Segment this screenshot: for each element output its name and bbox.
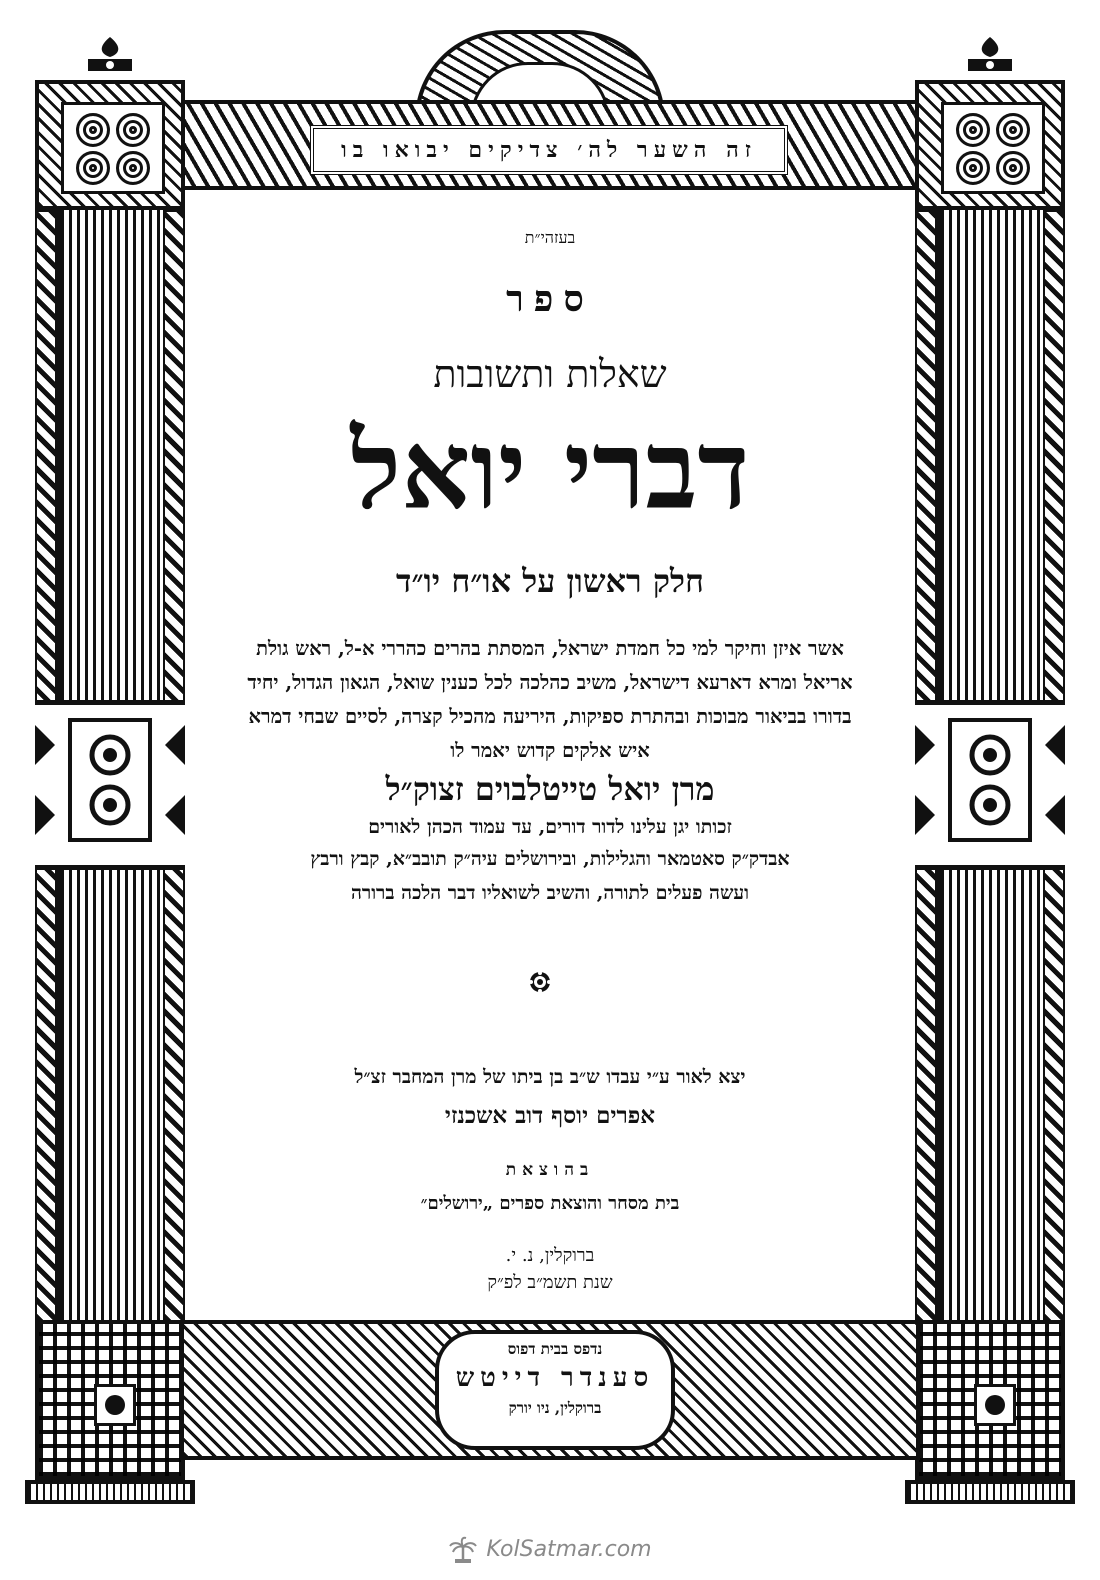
main-title: דברי יואל xyxy=(350,408,750,534)
right-finial-icon xyxy=(960,35,1020,75)
palm-tree-icon xyxy=(448,1535,478,1565)
left-collar xyxy=(35,700,185,870)
be-hotzaat: בהוצאת xyxy=(505,1160,595,1180)
author-line-1: זכותו יגן עלינו לדור דורים, עד עמוד הכהן לאורים xyxy=(368,816,732,838)
author-line-2: אבדק״ק סאטמאר והגלילות, ובירושלים עיה״ק תובב״א, קבץ ורבץ xyxy=(310,848,790,870)
author-paragraph-line-4: איש אלקים קדוש יאמר לו xyxy=(450,739,650,762)
flower-ornament-icon xyxy=(528,970,552,994)
printer-cartouche xyxy=(435,1330,675,1450)
right-capital xyxy=(915,80,1065,210)
author-name: מרן יואל טייטלבוים זצוק״ל xyxy=(385,770,715,808)
place-line: ברוקלין, נ. י. xyxy=(505,1245,595,1266)
bezh-line: בעזהי״ת xyxy=(524,228,576,247)
publisher-line-1: יצא לאור ע״י עבדו ש״ב בן ביתו של מרן המחבר זצ״ל xyxy=(354,1066,746,1088)
left-finial-icon xyxy=(80,35,140,75)
left-base-block xyxy=(35,1320,185,1480)
publishing-house: בית מסחר והוצאת ספרים „ירושלים״ xyxy=(420,1193,680,1214)
right-pillar xyxy=(915,70,1065,1510)
publisher-name: אפרים יוסף דוב אשכנזי xyxy=(444,1102,656,1129)
printer-top: נדפס בבית דפוס xyxy=(507,1340,603,1358)
left-pillar xyxy=(35,70,185,1510)
printer-name: סענדר דייטש xyxy=(455,1363,655,1393)
author-line-3: ועשה פעלים לתורה, והשיב לשואליו דבר הלכה ברורה xyxy=(350,882,750,904)
author-paragraph xyxy=(190,632,910,768)
part-line: חלק ראשון על או״ח יו״ד xyxy=(396,562,704,600)
site-tld: .com xyxy=(597,1537,652,1562)
author-paragraph-line-2: אריאל ומרא דארעא דישראל, משיב כהלכה לכל כענין שואל, הגאון הגדול, יחיד xyxy=(247,671,853,694)
right-collar xyxy=(915,700,1065,870)
right-base-block xyxy=(915,1320,1065,1480)
site-name: KolSatmar xyxy=(486,1537,598,1562)
sefer-label: ספר xyxy=(506,278,594,320)
author-paragraph-line-1: אשר איזן וחיקר למי כל חמדת ישראל, המסתת בהרים כהררי א-ל, ראש גולת xyxy=(256,637,844,660)
lintel-inscription: זה השער לה׳ צדיקים יבואו בו xyxy=(310,125,788,175)
left-capital xyxy=(35,80,185,210)
subtitle: שאלות ותשובות xyxy=(433,352,667,396)
site-watermark xyxy=(0,1535,1100,1565)
year-line: שנת תשמ״ב לפ״ק xyxy=(487,1272,613,1293)
author-paragraph-line-3: בדורו בביאור מבוכות ובהתרת ספיקות, היריעה מהכיל קצרה, לסיים שבחי דמרא xyxy=(248,705,852,728)
printer-bottom: ברוקלין, ניו יורק xyxy=(508,1399,602,1417)
